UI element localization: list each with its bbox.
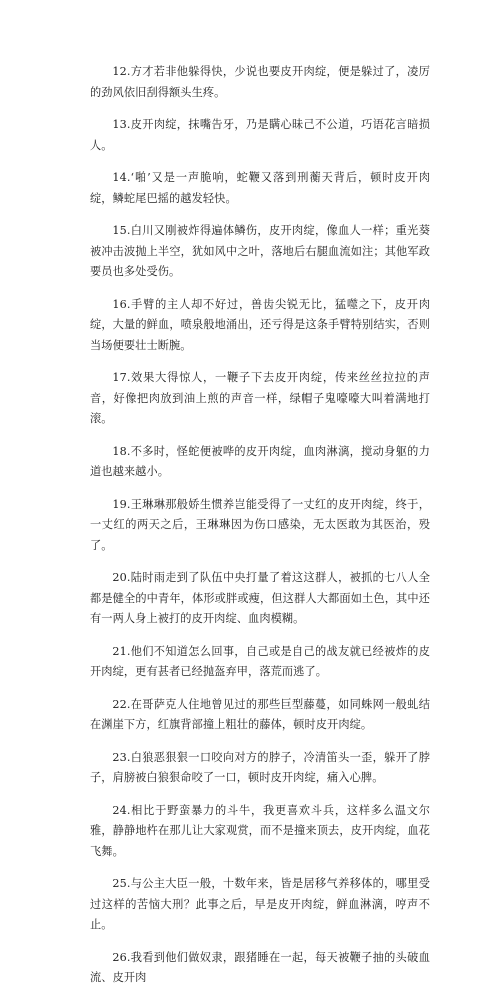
sentence-26: 26.我看到他们做奴隶，跟猪睡在一起，每天被鞭子抽的头破血流、皮开肉 (90, 950, 430, 984)
sentence-16: 16.手臂的主人却不好过，兽齿尖锐无比，猛噬之下，皮开肉绽，大量的鲜血，喷泉般地涌出，还亏得是这条手臂特别结实，否则当场便要壮士断腕。 (90, 297, 430, 352)
sentence-19: 19.王琳琳那般娇生惯养岂能受得了一丈红的皮开肉绽，终于，一丈红的两天之后，王琳琳因为伤口感染，无太医敢为其医治，殁了。 (90, 497, 430, 552)
sentence-18: 18.不多时，怪蛇便被哗的皮开肉绽，血肉淋漓，搅动身躯的力道也越来越小。 (90, 444, 430, 478)
sentence-14: 14.‘啪’又是一声脆响，蛇鞭又落到刑蘅天背后，顿时皮开肉绽，鳞蛇尾巴摇的越发轻快。 (90, 171, 430, 205)
sentence-21: 21.他们不知道怎么回事，自己或是自己的战友就已经被炸的皮开肉绽，更有甚者已经抛盔弃甲，落荒而逃了。 (90, 644, 430, 678)
sentence-25: 25.与公主大臣一般，十数年来，皆是居移气养移体的，哪里受过这样的苦恼大刑？此事之后，早是皮开肉绽，鲜血淋漓，哼声不止。 (90, 877, 430, 931)
sentence-24: 24.相比于野蛮暴力的斗牛，我更喜欢斗兵，这样多么温文尔雅，静静地杵在那儿让大家观赏，而不是撞来顶去，皮开肉绽，血花飞舞。 (90, 803, 430, 858)
sentence-list (90, 62, 430, 989)
sentence-23: 23.白狼恶狠狠一口咬向对方的脖子，冷清笛头一歪，躲开了脖子，肩膀被白狼狠命咬了一口，顿时皮开肉绽，痛入心脾。 (90, 750, 430, 784)
sentence-13: 13.皮开肉绽，抹嘴告牙，乃是瞒心昧己不公道，巧语花言暗损人。 (90, 118, 430, 152)
sentence-17: 17.效果大得惊人，一鞭子下去皮开肉绽，传来丝丝拉拉的声音，好像把肉放到油上煎的声音一样，绿帽子鬼嚎嚎大叫着满地打滚。 (90, 371, 430, 425)
sentence-15: 15.白川又刚被炸得遍体鳞伤，皮开肉绽，像血人一样；重光葵被冲击波抛上半空，犹如风中之叶，落地后右腿血流如注；其他军政要员也多处受伤。 (90, 224, 430, 278)
sentence-22: 22.在哥萨克人住地曾见过的那些巨型藤蔓，如同蛛网一般虬结在渊崖下方，红旗背部撞上粗壮的藤体，顿时皮开肉绽。 (90, 697, 430, 731)
sentence-12: 12.方才若非他躲得快，少说也要皮开肉绽，便是躲过了，凌厉的劲风依旧刮得额头生疼。 (90, 65, 430, 99)
sentence-20: 20.陆时雨走到了队伍中央打量了着这这群人，被抓的七八人全都是健全的中青年，体形或胖或瘦，但这群人大都面如土色，其中还有一两人身上被打的皮开肉绽、血肉模糊。 (90, 571, 430, 625)
